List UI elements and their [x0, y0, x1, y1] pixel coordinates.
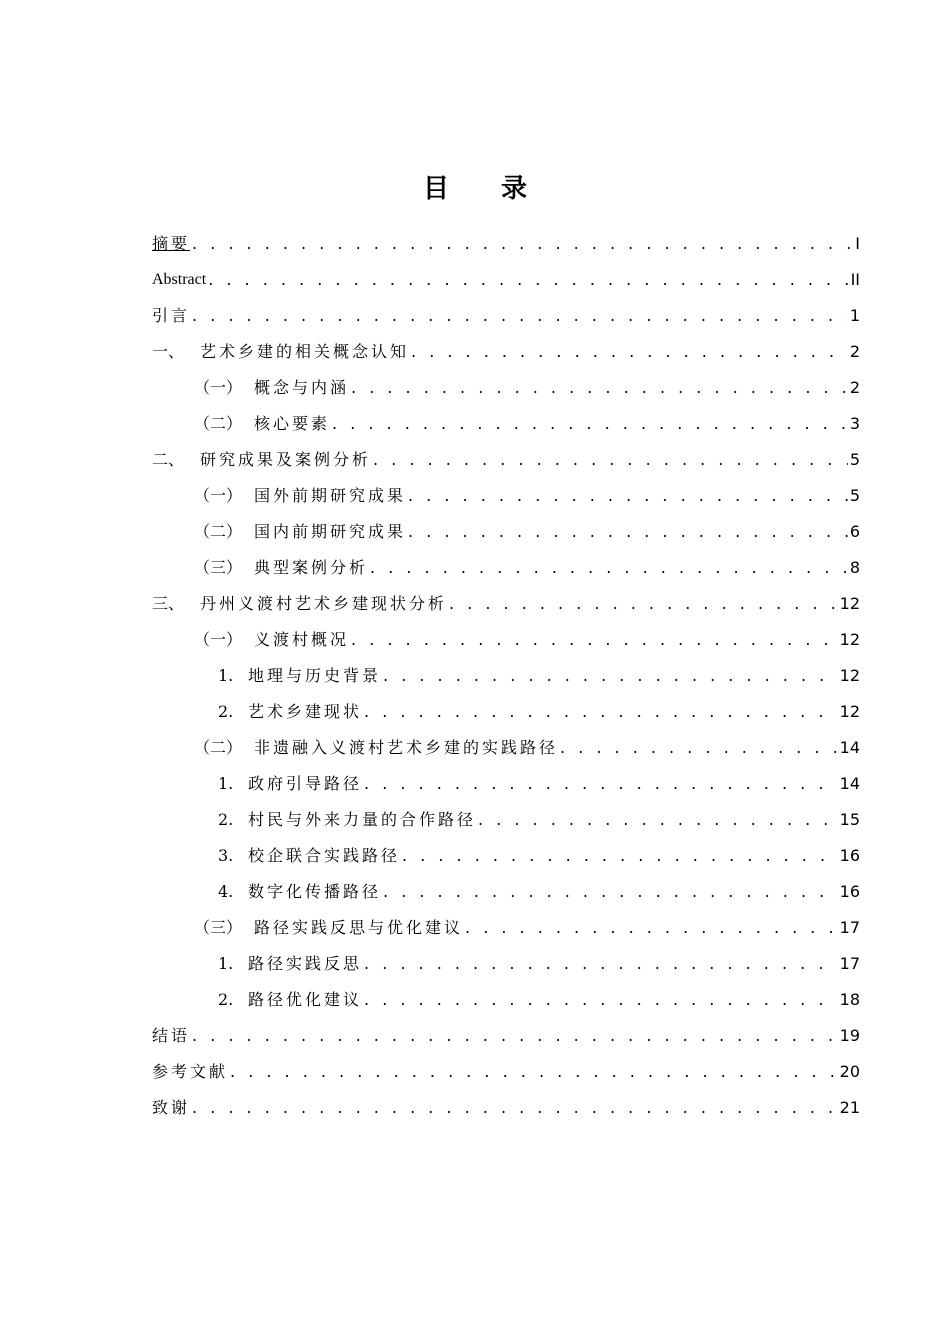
dot-leader — [402, 838, 838, 874]
toc-entry-label[interactable]: 致谢 — [152, 1098, 191, 1117]
toc-entry[interactable] — [152, 262, 860, 298]
toc-entry[interactable] — [152, 442, 860, 478]
toc-entry-number: 1. — [218, 774, 234, 793]
toc-entry[interactable] — [152, 910, 860, 946]
toc-entry-label[interactable]: 艺术乡建的相关概念认知 — [200, 342, 410, 361]
toc-entry-label[interactable]: 校企联合实践路径 — [248, 846, 401, 865]
toc-entry-number: （一） — [194, 486, 243, 505]
toc-entry-page-number: 16 — [839, 846, 860, 865]
toc-entry[interactable] — [152, 802, 860, 838]
toc-entry[interactable] — [152, 874, 860, 910]
toc-entry-number: 4. — [218, 882, 234, 901]
dot-leader — [208, 262, 848, 298]
toc-entry-page-number: 8 — [849, 558, 860, 577]
toc-entry-page-number: 16 — [839, 882, 860, 901]
toc-entry-number: 一、 — [152, 342, 185, 361]
toc-title-char-2: 录 — [501, 174, 528, 204]
toc-entry-page-number: 6 — [849, 522, 860, 541]
toc-entry-page-number: II — [850, 270, 860, 289]
toc-entry-label[interactable]: 国内前期研究成果 — [254, 522, 407, 541]
dot-leader — [351, 370, 848, 406]
toc-entry-number: （一） — [194, 378, 243, 397]
toc-entry-label[interactable]: Abstract — [152, 271, 207, 288]
dot-leader — [364, 982, 838, 1018]
toc-entry-label[interactable]: 地理与历史背景 — [248, 666, 382, 685]
dot-leader — [364, 766, 838, 802]
toc-entry-label[interactable]: 政府引导路径 — [248, 774, 363, 793]
toc-entry-page-number: 21 — [839, 1098, 860, 1117]
toc-entry[interactable] — [152, 694, 860, 730]
toc-entry-number: 2. — [218, 990, 234, 1009]
toc-entry-number: （二） — [194, 738, 243, 757]
dot-leader — [364, 694, 838, 730]
toc-entry-label[interactable]: 概念与内涵 — [254, 378, 350, 397]
toc-entry-page-number: 14 — [839, 774, 860, 793]
toc-entry[interactable] — [152, 1090, 860, 1126]
toc-entry-page-number: 12 — [839, 666, 860, 685]
toc-entry-number: 二、 — [152, 450, 185, 469]
toc-entry-label[interactable]: 参考文献 — [152, 1062, 229, 1081]
dot-leader — [364, 946, 838, 982]
toc-entry[interactable] — [152, 766, 860, 802]
toc-entry-label[interactable]: 数字化传播路径 — [248, 882, 382, 901]
toc-entry-number: 1. — [218, 954, 234, 973]
toc-entry[interactable] — [152, 334, 860, 370]
toc-entry-page-number: 12 — [839, 702, 860, 721]
toc-entry-number: （三） — [194, 918, 243, 937]
toc-entry[interactable] — [152, 730, 860, 766]
toc-entry-page-number: 12 — [839, 594, 860, 613]
toc-title-char-1: 目 — [422, 174, 449, 204]
toc-entry-label[interactable]: 丹州义渡村艺术乡建现状分析 — [200, 594, 448, 613]
toc-entry-number: （一） — [194, 630, 243, 649]
toc-entry[interactable] — [152, 1018, 860, 1054]
toc-entry[interactable] — [152, 838, 860, 874]
toc-entry-page-number: 14 — [839, 738, 860, 757]
dot-leader — [411, 334, 848, 370]
dot-leader — [373, 442, 848, 478]
dot-leader — [560, 730, 838, 766]
dot-leader — [192, 226, 853, 262]
toc-entry[interactable] — [152, 550, 860, 586]
toc-entry-label[interactable]: 路径实践反思与优化建议 — [254, 918, 464, 937]
toc-entry[interactable] — [152, 982, 860, 1018]
toc-entry-label[interactable]: 摘要 — [152, 234, 191, 253]
toc-entry[interactable] — [152, 658, 860, 694]
toc-entry-label[interactable]: 义渡村概况 — [254, 630, 350, 649]
toc-entry-label[interactable]: 村民与外来力量的合作路径 — [248, 810, 477, 829]
dot-leader — [383, 658, 838, 694]
toc-entry[interactable] — [152, 298, 860, 334]
toc-entry[interactable] — [152, 1054, 860, 1090]
dot-leader — [332, 406, 848, 442]
toc-entry-page-number: 19 — [839, 1026, 860, 1045]
dot-leader — [449, 586, 838, 622]
toc-entry-page-number: 15 — [839, 810, 860, 829]
dot-leader — [465, 910, 838, 946]
toc-entry-page-number: 18 — [839, 990, 860, 1009]
toc-entry-label[interactable]: 结语 — [152, 1026, 191, 1045]
dot-leader — [192, 1090, 838, 1126]
toc-entry-number: 三、 — [152, 594, 185, 613]
toc-entry-page-number: 2 — [849, 342, 860, 361]
dot-leader — [230, 1054, 838, 1090]
toc-entry-label[interactable]: 引言 — [152, 306, 191, 325]
toc-entry[interactable] — [152, 946, 860, 982]
toc-entry-page-number: 3 — [849, 414, 860, 433]
dot-leader — [478, 802, 838, 838]
toc-entry[interactable] — [152, 226, 860, 262]
toc-entry-page-number: 17 — [839, 918, 860, 937]
toc-entry-page-number: 5 — [849, 486, 860, 505]
toc-entry-page-number: 1 — [849, 306, 860, 325]
dot-leader — [351, 622, 838, 658]
toc-entry-page-number: 12 — [839, 630, 860, 649]
toc-entry[interactable] — [152, 370, 860, 406]
toc-entry-number: 3. — [218, 846, 234, 865]
toc-entry-label[interactable]: 国外前期研究成果 — [254, 486, 407, 505]
toc-entry-label[interactable]: 研究成果及案例分析 — [200, 450, 372, 469]
toc-list — [152, 226, 860, 1126]
toc-entry[interactable] — [152, 622, 860, 658]
toc-entry-number: 2. — [218, 810, 234, 829]
toc-entry-number: （三） — [194, 558, 243, 577]
dot-leader — [192, 298, 848, 334]
dot-leader — [192, 1018, 838, 1054]
toc-entry-number: （二） — [194, 414, 243, 433]
toc-entry-label[interactable]: 艺术乡建现状 — [248, 702, 363, 721]
toc-entry-page-number: 20 — [839, 1062, 860, 1081]
toc-entry-label[interactable]: 路径实践反思 — [248, 954, 363, 973]
toc-entry[interactable] — [152, 406, 860, 442]
toc-entry-number: 1. — [218, 666, 234, 685]
dot-leader — [383, 874, 838, 910]
toc-entry[interactable] — [152, 478, 860, 514]
toc-entry-label[interactable]: 典型案例分析 — [254, 558, 369, 577]
toc-entry-label[interactable]: 非遗融入义渡村艺术乡建的实践路径 — [254, 738, 559, 757]
toc-entry-label[interactable]: 核心要素 — [254, 414, 331, 433]
toc-entry-label[interactable]: 路径优化建议 — [248, 990, 363, 1009]
toc-entry-page-number: 17 — [839, 954, 860, 973]
dot-leader — [370, 550, 848, 586]
toc-entry-page-number: 2 — [849, 378, 860, 397]
toc-entry-number: （二） — [194, 522, 243, 541]
toc-title — [0, 168, 950, 205]
toc-entry[interactable] — [152, 586, 860, 622]
toc-entry[interactable] — [152, 514, 860, 550]
toc-entry-number: 2. — [218, 702, 234, 721]
toc-entry-page-number: 5 — [849, 450, 860, 469]
dot-leader — [408, 478, 848, 514]
dot-leader — [408, 514, 848, 550]
toc-entry-page-number: I — [855, 234, 860, 253]
